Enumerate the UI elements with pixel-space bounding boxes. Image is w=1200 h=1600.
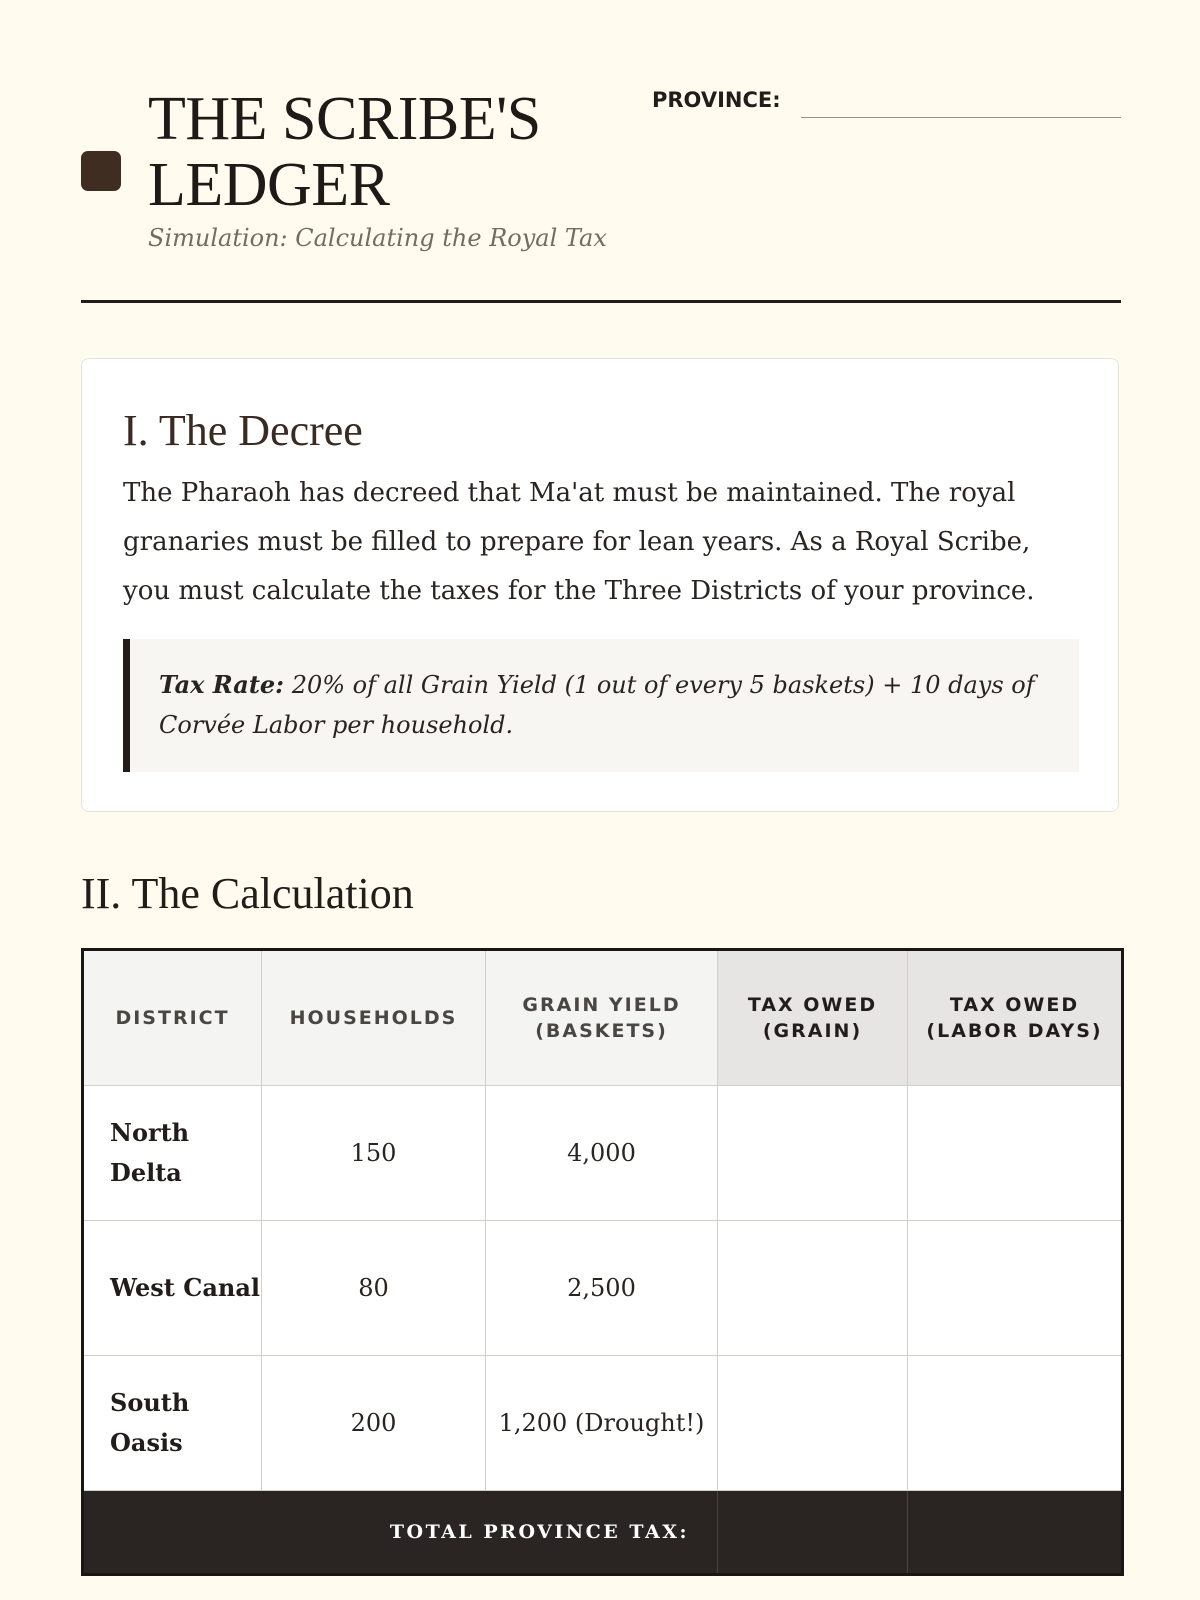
column-header-tax-grain: TAX OWED (GRAIN) (718, 950, 908, 1086)
column-header-grain-yield: GRAIN YIELD (BASKETS) (486, 950, 718, 1086)
total-grain-answer-cell[interactable] (718, 1491, 908, 1575)
tax-labor-answer-cell[interactable] (908, 1221, 1123, 1356)
table-row (83, 1221, 1123, 1356)
tax-labor-answer-cell[interactable] (908, 1086, 1123, 1221)
page-subtitle: Simulation: Calculating the Royal Tax (148, 224, 607, 252)
column-header-households: HOUSEHOLDS (262, 950, 486, 1086)
tax-rate-callout (123, 639, 1079, 772)
total-province-tax-label: TOTAL PROVINCE TAX: (83, 1491, 718, 1575)
tax-rate-text: 20% of all Grain Yield (1 out of every 5 baskets) + 10 days of Corvée Labor per household. (159, 671, 1035, 739)
column-header-tax-labor: TAX OWED (LABOR DAYS) (908, 950, 1123, 1086)
decree-heading: I. The Decree (123, 406, 363, 455)
total-labor-answer-cell[interactable] (908, 1491, 1123, 1575)
district-name: South Oasis (83, 1356, 262, 1491)
province-input-line[interactable] (801, 117, 1121, 118)
total-row (83, 1491, 1123, 1575)
grain-yield-value: 1,200 (Drought!) (486, 1356, 718, 1491)
table-row (83, 1086, 1123, 1221)
ledger-brand-mark (81, 151, 121, 191)
page-title: THE SCRIBE'S LEDGER (148, 85, 541, 219)
column-header-district: DISTRICT (83, 950, 262, 1086)
decree-card (81, 358, 1119, 812)
tax-grain-answer-cell[interactable] (718, 1086, 908, 1221)
tax-grain-answer-cell[interactable] (718, 1356, 908, 1491)
grain-yield-value: 2,500 (486, 1221, 718, 1356)
tax-labor-answer-cell[interactable] (908, 1356, 1123, 1491)
decree-body: The Pharaoh has decreed that Ma'at must be maintained. The royal granaries must be filled to prepare for lean years. As a Royal Scribe, you must calculate the taxes for the Three Districts of your province. (123, 478, 1035, 606)
tax-ledger-table (81, 948, 1124, 1576)
households-value: 200 (262, 1356, 486, 1491)
grain-yield-value: 4,000 (486, 1086, 718, 1221)
table-row (83, 1356, 1123, 1491)
table-header-row (83, 950, 1123, 1086)
province-label: PROVINCE: (652, 88, 781, 112)
households-value: 80 (262, 1221, 486, 1356)
header-divider (81, 300, 1121, 303)
tax-grain-answer-cell[interactable] (718, 1221, 908, 1356)
households-value: 150 (262, 1086, 486, 1221)
district-name: North Delta (83, 1086, 262, 1221)
calculation-heading: II. The Calculation (81, 869, 414, 918)
tax-rate-label: Tax Rate: (159, 670, 285, 699)
district-name: West Canal (83, 1221, 262, 1356)
